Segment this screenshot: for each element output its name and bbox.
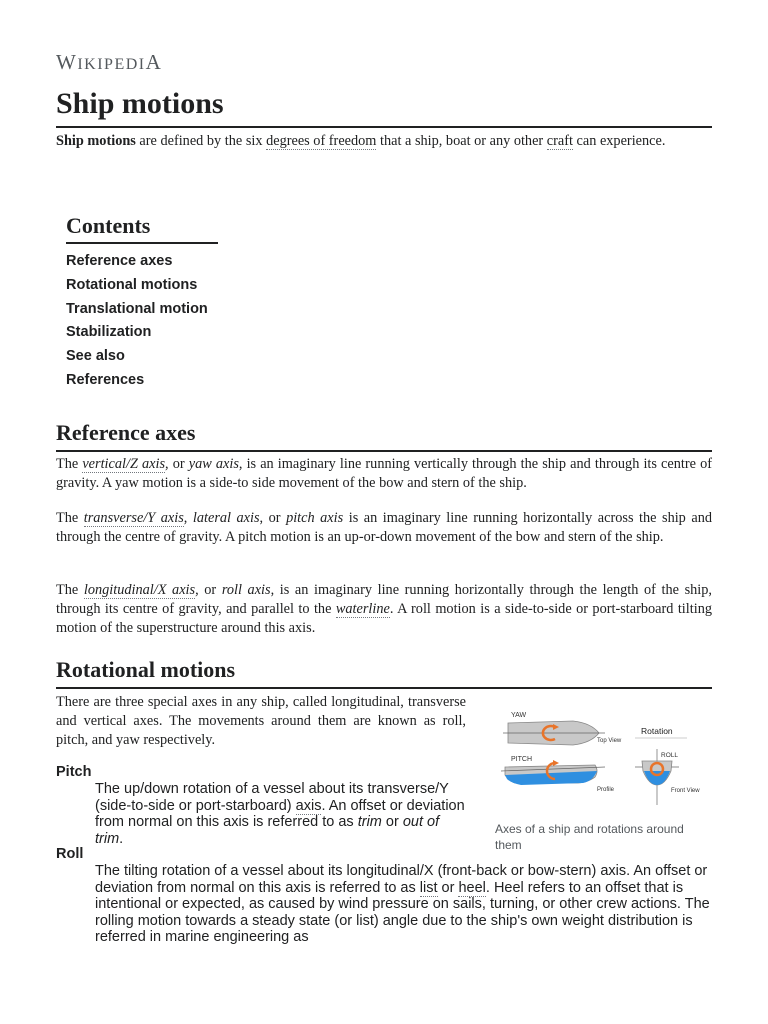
text: , or xyxy=(259,510,287,526)
figure-caption: Axes of a ship and rotations around them xyxy=(495,822,684,852)
toc-title: Contents xyxy=(66,212,218,244)
label-roll: ROLL xyxy=(661,752,678,759)
reference-axes-paragraph-1 xyxy=(56,455,712,493)
term-pitch: Pitch xyxy=(56,764,92,780)
arrowhead xyxy=(553,760,559,766)
text: The tilting rotation of a vessel about its longitudinal/X (front-back or bow-stern) axis. An offset or deviation from normal on this axis is referred to as xyxy=(95,863,708,896)
intro-lead-bold: Ship motions xyxy=(56,133,136,149)
toc-item[interactable]: Rotational motions xyxy=(66,276,198,293)
text: or xyxy=(381,814,403,830)
vertical-z-axis-link[interactable]: vertical/Z axis xyxy=(82,456,166,472)
label-yaw: YAW xyxy=(511,712,527,719)
text: The xyxy=(56,582,84,598)
intro-text: are defined by the six xyxy=(135,133,267,149)
italic-term: lateral axis xyxy=(192,510,260,526)
label-profile: Profile xyxy=(597,787,615,793)
section-heading-reference-axes: Reference axes xyxy=(56,420,712,452)
waterline-link[interactable]: waterline xyxy=(335,601,390,617)
text: is an imaginary line running horizontally across the ship and through the centre of gravity. A pitch motion is an up-or-down movement of the bow and stern of the ship. xyxy=(56,510,712,545)
craft-link[interactable]: craft xyxy=(546,133,573,149)
toc-item[interactable]: References xyxy=(66,371,145,388)
toc-item[interactable]: See also xyxy=(66,348,125,365)
page-title: Ship motions xyxy=(56,86,712,128)
reference-axes-paragraph-3 xyxy=(56,581,712,638)
transverse-y-axis-link[interactable]: transverse/Y axis xyxy=(83,510,184,526)
ship-axes-figure xyxy=(495,705,713,853)
italic-term: roll axis xyxy=(221,582,271,598)
intro-text: that a ship, boat or any other xyxy=(376,133,547,149)
definition-roll xyxy=(95,863,712,946)
section-heading-rotational-motions: Rotational motions xyxy=(56,657,712,689)
italic-term: yaw axis xyxy=(188,456,239,472)
water-front-view xyxy=(644,771,670,785)
text: , is an imaginary line running vertically through the ship and through its centre of gravity. A yaw motion is a side-to side movement of the bow and stern of the ship. xyxy=(56,456,712,491)
rotational-intro-paragraph: There are three special axes in any ship, called longitudinal, transverse and vertical axes. The movements around them are known as roll, pitch, and yaw respectively. xyxy=(56,694,466,748)
toc-item[interactable]: Reference axes xyxy=(66,253,173,269)
toc-item[interactable]: Translational motion xyxy=(66,300,208,317)
text: , xyxy=(183,510,193,526)
axis-link[interactable]: axis xyxy=(295,797,322,814)
text: . An offset or deviation from normal on this axis is referred to as xyxy=(95,797,465,830)
italic-term: trim xyxy=(357,814,382,830)
toc-list xyxy=(66,250,366,393)
text: , is an imaginary line running horizontally through the length of the ship, through its centre of gravity, and parallel to the xyxy=(56,582,712,617)
degrees-of-freedom-link[interactable]: degrees of freedom xyxy=(266,133,377,149)
term-roll: Roll xyxy=(56,846,84,862)
text: The xyxy=(56,456,83,472)
italic-term: out of trim xyxy=(95,814,440,847)
text: . xyxy=(119,830,124,847)
text: . Heel refers to an offset that is intentional or expected, as caused by wind pressure on sails, turning, or other crew actions. The rolling motion towards a steady state (or list) angle due to the ship's own weight distribution is referred in marine engineering as xyxy=(95,879,710,945)
wikipedia-wordmark[interactable]: WIKIPEDIA xyxy=(56,50,163,74)
reference-axes-paragraph-2 xyxy=(56,509,712,547)
longitudinal-x-axis-link[interactable]: longitudinal/X axis xyxy=(83,582,196,598)
text: , or xyxy=(195,582,222,598)
label-pitch: PITCH xyxy=(511,756,532,763)
ship-rotation-diagram[interactable] xyxy=(495,705,713,813)
text: . A roll motion is a side-to-side or port-starboard tilting motion of the superstructure around this axis. xyxy=(56,601,712,636)
text: or xyxy=(437,879,459,896)
text: The xyxy=(56,510,84,526)
table-of-contents xyxy=(66,212,366,393)
text: , or xyxy=(165,456,189,472)
heel-link[interactable]: heel xyxy=(458,879,486,896)
list-link[interactable]: list xyxy=(419,879,438,896)
italic-term: pitch axis xyxy=(286,510,344,526)
text: The up/down rotation of a vessel about its transverse/Y (side-to-side or port-starboard) xyxy=(95,781,449,814)
label-front-view: Front View xyxy=(671,788,700,794)
intro-paragraph xyxy=(56,132,712,151)
intro-text: can experience. xyxy=(572,133,666,149)
toc-item[interactable]: Stabilization xyxy=(66,324,152,341)
label-top-view: Top View xyxy=(597,738,622,744)
definition-pitch xyxy=(95,781,465,847)
label-rotation: Rotation xyxy=(641,726,673,736)
